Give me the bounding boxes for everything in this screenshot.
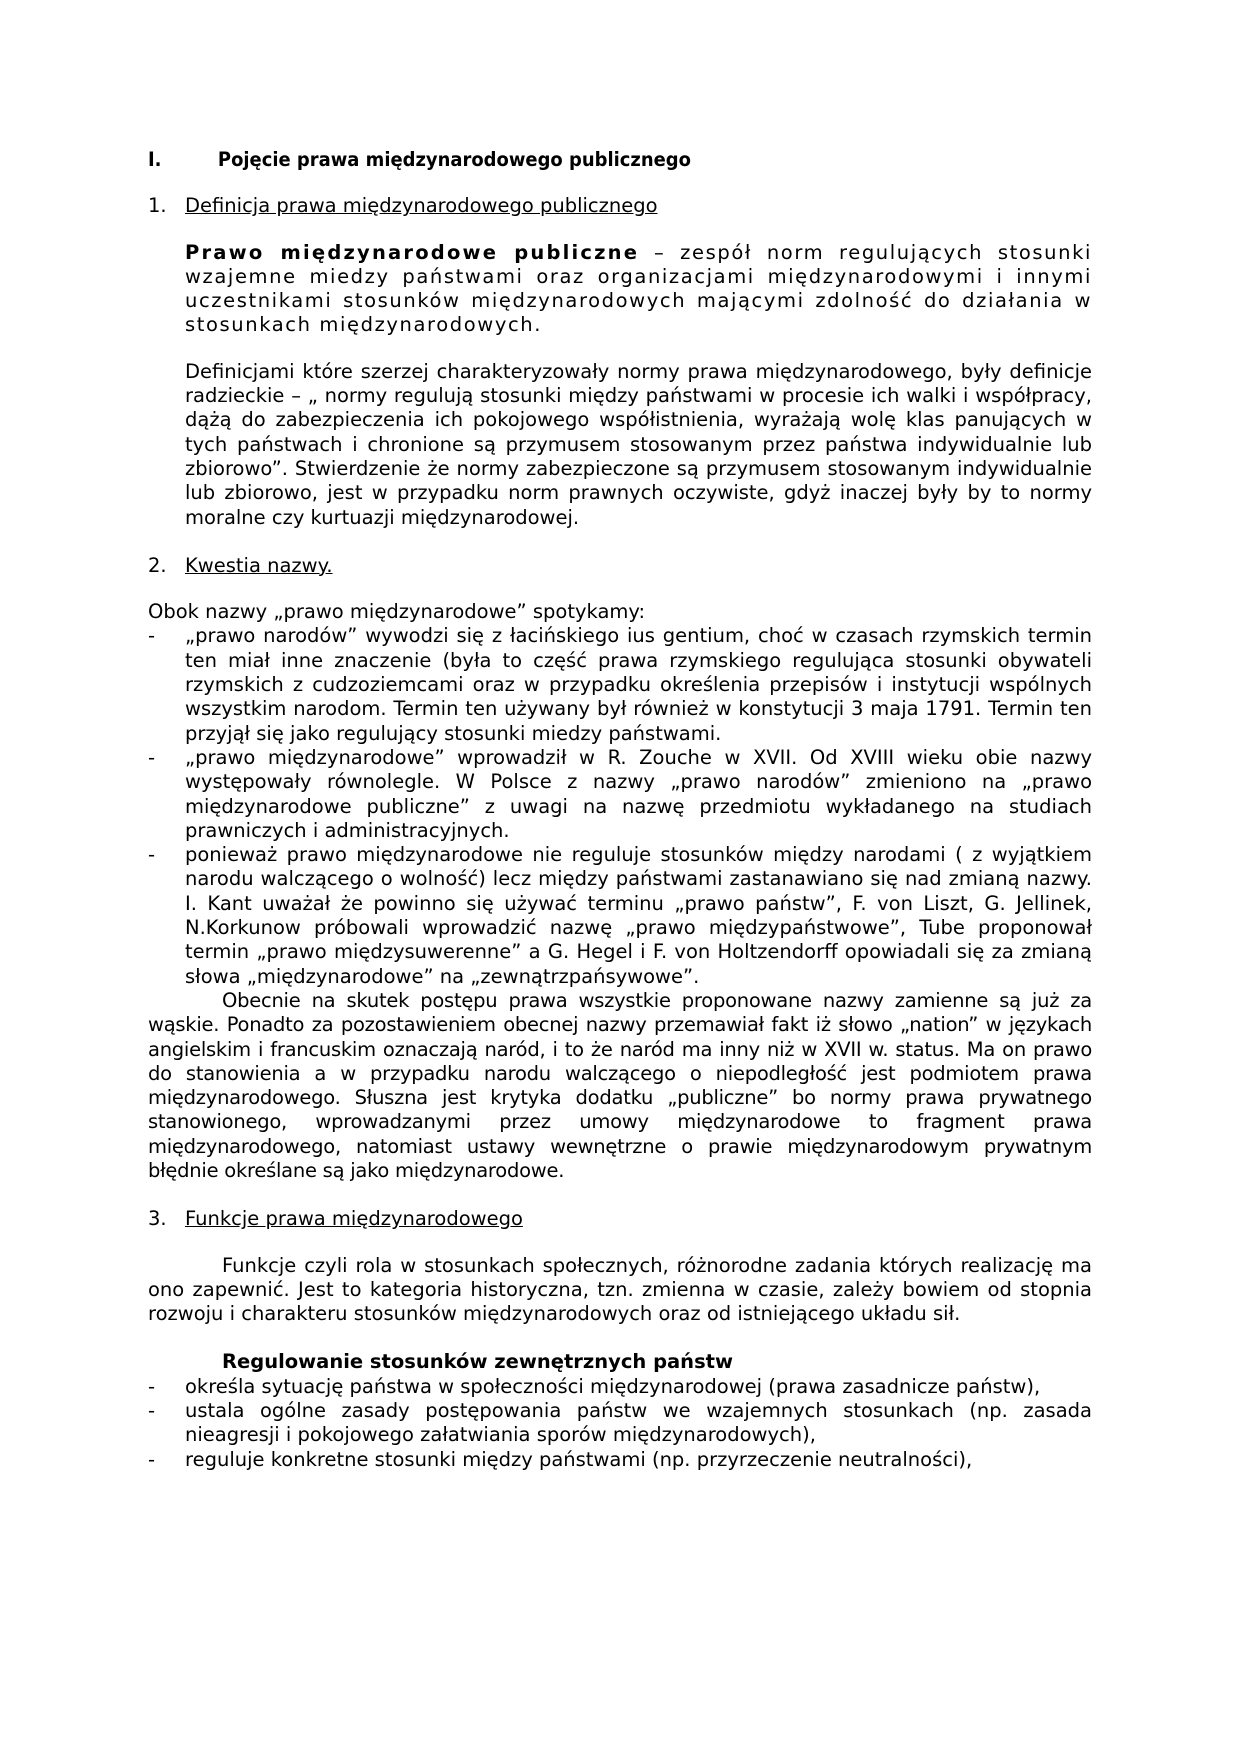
section-number: 2. <box>148 553 167 577</box>
chapter-number: I. <box>148 148 162 171</box>
bullet-marker: - <box>148 1447 156 1471</box>
section-1-heading <box>148 194 1092 218</box>
section-3-subheading: Regulowanie stosunków zewnętrznych państw <box>222 1350 734 1374</box>
list-item-text: ponieważ prawo międzynarodowe nie reguluje stosunków między narodami ( z wyjątkiem narodu walczącego o wolność) lecz między państwami zastanawiano się nad zmianą nazwy. I. Kant uważał że powinno się używać terminu „prawo państw”, F. von Liszt, G. Jellinek, N.Korkunow próbowali wprowadzić nazwę „prawo międzypaństwowe”, Tube proponował termin „prawo międzysuwerenne” a G. Hegel i F. von Holtzendorff opowiadali się za zmianą słowa „międzynarodowe” na „zewnątrzpańsywowe”. <box>185 843 1092 988</box>
bullet-marker: - <box>148 1374 156 1398</box>
bullet-marker: - <box>148 624 156 648</box>
list-item <box>148 1399 1092 1448</box>
section-title: Definicja prawa międzynarodowego publicznego <box>185 194 658 218</box>
bullet-marker: - <box>148 745 156 769</box>
section-2-intro: Obok nazwy „prawo międzynarodowe” spotykamy: <box>148 600 646 624</box>
list-item-text: reguluje konkretne stosunki między państwami (np. przyrzeczenie neutralności), <box>185 1447 973 1471</box>
list-item-text: ustala ogólne zasady postępowania państw we wzajemnych stosunkach (np. zasada nieagresji i pokojowego załatwiania sporów międzynarodowych), <box>185 1399 1092 1447</box>
list-item-text: „prawo międzynarodowe” wprowadził w R. Zouche w XVII. Od XVIII wieku obie nazwy występowały równolegle. W Polsce z nazwy „prawo narodów” zmieniono na „prawo międzynarodowe publiczne” z uwagi na nazwę przedmiotu wykładanego na studiach prawniczych i administracyjnych. <box>185 745 1092 842</box>
section-title: Funkcje prawa międzynarodowego <box>185 1207 523 1231</box>
list-item <box>148 746 1092 843</box>
section-number: 3. <box>148 1207 167 1231</box>
list-item <box>148 843 1092 989</box>
list-item <box>148 1375 1092 1399</box>
bullet-marker: - <box>148 1399 156 1423</box>
section-1-paragraph: Definicjami które szerzej charakteryzowały normy prawa międzynarodowego, były definicje radzieckie – „ normy regulują stosunki między państwami w procesie ich walki i współpracy, dążą do zabezpieczenia ich pokojowego współistnienia, wyrażają wolę klas panujących w tych państwach i chronione są przymusem stosowanym przez państwa indywidualnie lub zbiorowo”. Stwierdzenie że normy zabezpieczone są przymusem stosowanym indywidualnie lub zbiorowo, jest w przypadku norm prawnych oczywiste, gdyż inaczej były by to normy moralne czy kurtuazji międzynarodowej. <box>185 359 1092 529</box>
functions-list <box>148 1375 1092 1472</box>
list-item-text: określa sytuację państwa w społeczności międzynarodowej (prawa zasadnicze państw), <box>185 1374 1041 1398</box>
list-item <box>148 1448 1092 1472</box>
list-item-text: „prawo narodów” wywodzi się z łacińskiego ius gentium, choć w czasach rzymskich termin ten miał inne znaczenie (była to część prawa rzymskiego regulująca stosunki obywateli rzymskich z cudzoziemcami oraz w przypadku określenia przepisów i instytucji wspólnych wszystkim narodom. Termin ten używany był również w konstytucji 3 maja 1791. Termin ten przyjął się jako regulujący stosunki miedzy państwami. <box>185 624 1092 745</box>
section-number: 1. <box>148 194 167 218</box>
section-2-paragraph: Obecnie na skutek postępu prawa wszystkie proponowane nazwy zamienne są już za wąskie. Ponadto za pozostawieniem obecnej nazwy przemawiał fakt iż słowo „nation” w językach angielskim i francuskim oznaczają naród, i to że naród ma inny niż w XVII w. status. Ma on prawo do stanowienia a w przypadku narodu walczącego o niepodległość jest podmiotem prawa międzynarodowego. Słuszna jest krytyka dodatku „publiczne” bo normy prawa prywatnego stanowionego, wprowadzanymi przez umowy międzynarodowe to fragment prawa międzynarodowego, natomiast ustawy wewnętrzne o prawie międzynarodowym prywatnym błędnie określane są jako międzynarodowe. <box>148 988 1092 1182</box>
section-2-heading <box>148 554 1092 578</box>
name-variants-list <box>148 624 1092 988</box>
chapter-heading <box>148 148 1016 172</box>
definition-term: Prawo międzynarodowe publiczne <box>185 240 640 264</box>
section-title: Kwestia nazwy. <box>185 553 333 577</box>
definition-paragraph <box>185 241 1092 338</box>
document-page <box>148 138 1092 1472</box>
definition-text: – zespół norm regulujących stosunki wzajemne miedzy państwami oraz organizacjami międzynarodowymi i innymi uczestnikami stosunków międzynarodowych mającymi zdolność do działania w stosunkach międzynarodowych. <box>185 240 1092 337</box>
chapter-title: Pojęcie prawa międzynarodowego publicznego <box>217 148 691 171</box>
list-item <box>148 624 1092 745</box>
section-3-paragraph: Funkcje czyli rola w stosunkach społecznych, różnorodne zadania których realizację ma ono zapewnić. Jest to kategoria historyczna, tzn. zmienna w czasie, zależy bowiem od stopnia rozwoju i charakteru stosunków międzynarodowych oraz od istniejącego układu sił. <box>148 1253 1092 1326</box>
section-3-heading <box>148 1207 1092 1231</box>
bullet-marker: - <box>148 843 156 867</box>
